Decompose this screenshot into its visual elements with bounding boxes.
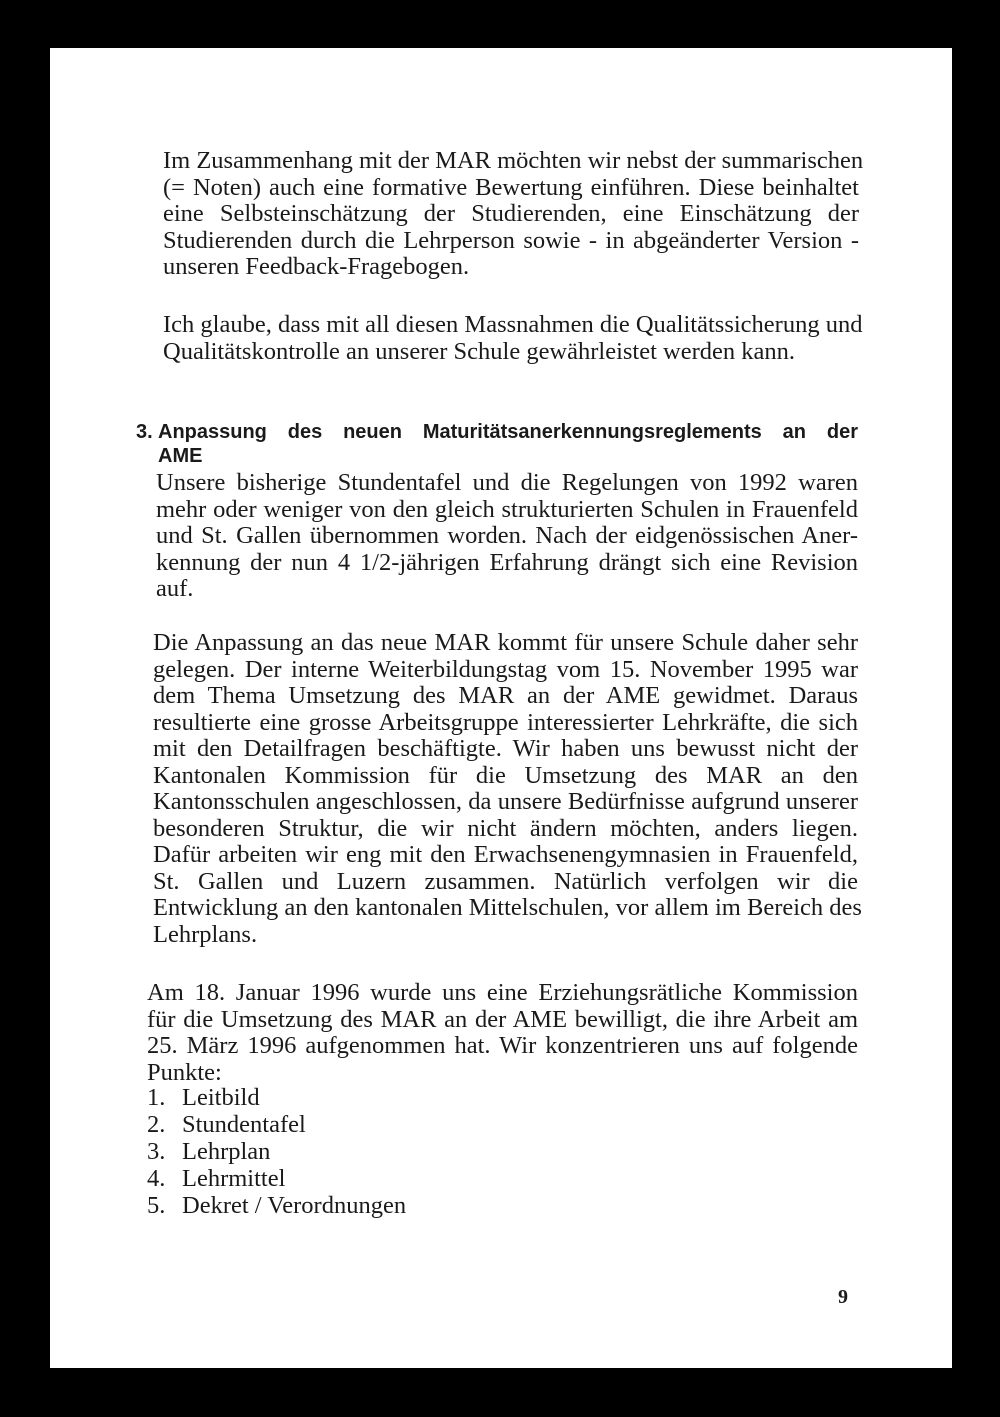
page-number: 9 xyxy=(838,1286,848,1308)
list-item xyxy=(147,1111,406,1138)
list-item xyxy=(147,1084,406,1111)
text-line: Lehrplans. xyxy=(153,920,258,948)
document-page xyxy=(50,48,952,1368)
list-item-number: 1. xyxy=(147,1084,166,1111)
paragraph-quality-assurance xyxy=(163,311,863,365)
list-item xyxy=(147,1138,406,1165)
focus-points-list xyxy=(147,1084,406,1219)
paragraph-formative-assessment xyxy=(163,147,864,281)
text-line: Studierenden durch die Lehrperson sowie - in abgeänderter Version - xyxy=(163,226,859,254)
paragraph-previous-regulations xyxy=(156,470,858,603)
text-line: gelegen. Der interne Weiterbildungstag vom 15. November 1995 war xyxy=(153,655,858,683)
text-line: Ich glaube, dass mit all diesen Massnahmen die Qualitätssicherung und xyxy=(163,311,863,338)
list-item-label: Leitbild xyxy=(182,1084,260,1111)
text-line: Kantonalen Kommission für die Umsetzung des MAR an den xyxy=(153,761,858,789)
text-line: St. Gallen und Luzern zusammen. Natürlich verfolgen wir die xyxy=(153,867,858,895)
section-title-line: Anpassung des neuen Maturitätsanerkennungsreglements an der xyxy=(158,421,858,443)
text-line: (= Noten) auch eine formative Bewertung einführen. Diese beinhaltet xyxy=(163,173,859,201)
text-line: mehr oder weniger von den gleich strukturierten Schulen in Frauenfeld xyxy=(156,495,858,523)
text-line: und St. Gallen übernommen worden. Nach der eidgenössischen Aner- xyxy=(156,522,858,549)
list-item-label: Lehrplan xyxy=(182,1138,271,1165)
text-line: Qualitätskontrolle an unserer Schule gewährleistet werden kann. xyxy=(163,337,796,365)
section-title-line: AME xyxy=(158,445,203,467)
paragraph-commission xyxy=(147,980,858,1086)
list-item xyxy=(147,1165,406,1192)
section-number: 3. xyxy=(136,421,153,443)
list-item-label: Lehrmittel xyxy=(182,1165,286,1192)
text-line: Dafür arbeiten wir eng mit den Erwachsenengymnasien in Frauenfeld, xyxy=(153,841,858,868)
list-item-number: 4. xyxy=(147,1165,166,1192)
text-line: Am 18. Januar 1996 wurde uns eine Erziehungsrätliche Kommission xyxy=(147,979,858,1006)
list-item-label: Stundentafel xyxy=(182,1111,306,1138)
list-item-number: 3. xyxy=(147,1138,166,1165)
text-line: für die Umsetzung des MAR an der AME bewilligt, die ihre Arbeit am xyxy=(147,1005,858,1033)
text-line: kennung der nun 4 1/2-jährigen Erfahrung drängt sich eine Revision xyxy=(156,548,858,576)
text-line: Kantonsschulen angeschlossen, da unsere Bedürfnisse aufgrund unserer xyxy=(153,788,858,815)
list-item xyxy=(147,1192,406,1219)
text-line: besonderen Struktur, die wir nicht ändern möchten, anders liegen. xyxy=(153,814,858,842)
text-line: Entwicklung an den kantonalen Mittelschulen, vor allem im Bereich des xyxy=(153,894,862,921)
list-item-number: 2. xyxy=(147,1111,166,1138)
text-line: eine Selbsteinschätzung der Studierenden, eine Einschätzung der xyxy=(163,200,859,227)
text-line: Unsere bisherige Stundentafel und die Regelungen von 1992 waren xyxy=(156,469,858,496)
list-item-number: 5. xyxy=(147,1192,166,1219)
text-line: 25. März 1996 aufgenommen hat. Wir konzentrieren uns auf folgende xyxy=(147,1032,858,1059)
text-line: Die Anpassung an das neue MAR kommt für unsere Schule daher sehr xyxy=(153,629,858,656)
text-line: Punkte: xyxy=(147,1058,222,1086)
text-line: dem Thema Umsetzung des MAR an der AME gewidmet. Daraus xyxy=(153,682,858,709)
text-line: Im Zusammenhang mit der MAR möchten wir nebst der summarischen xyxy=(163,147,864,174)
paragraph-mar-adaptation xyxy=(153,629,862,948)
text-line: resultierte eine grosse Arbeitsgruppe interessierter Lehrkräfte, die sich xyxy=(153,708,858,736)
list-item-label: Dekret / Verordnungen xyxy=(182,1192,407,1219)
text-line: mit den Detailfragen beschäftigte. Wir haben uns bewusst nicht der xyxy=(153,735,858,762)
text-line: unseren Feedback-Fragebogen. xyxy=(163,253,470,280)
text-line: auf. xyxy=(156,575,194,602)
